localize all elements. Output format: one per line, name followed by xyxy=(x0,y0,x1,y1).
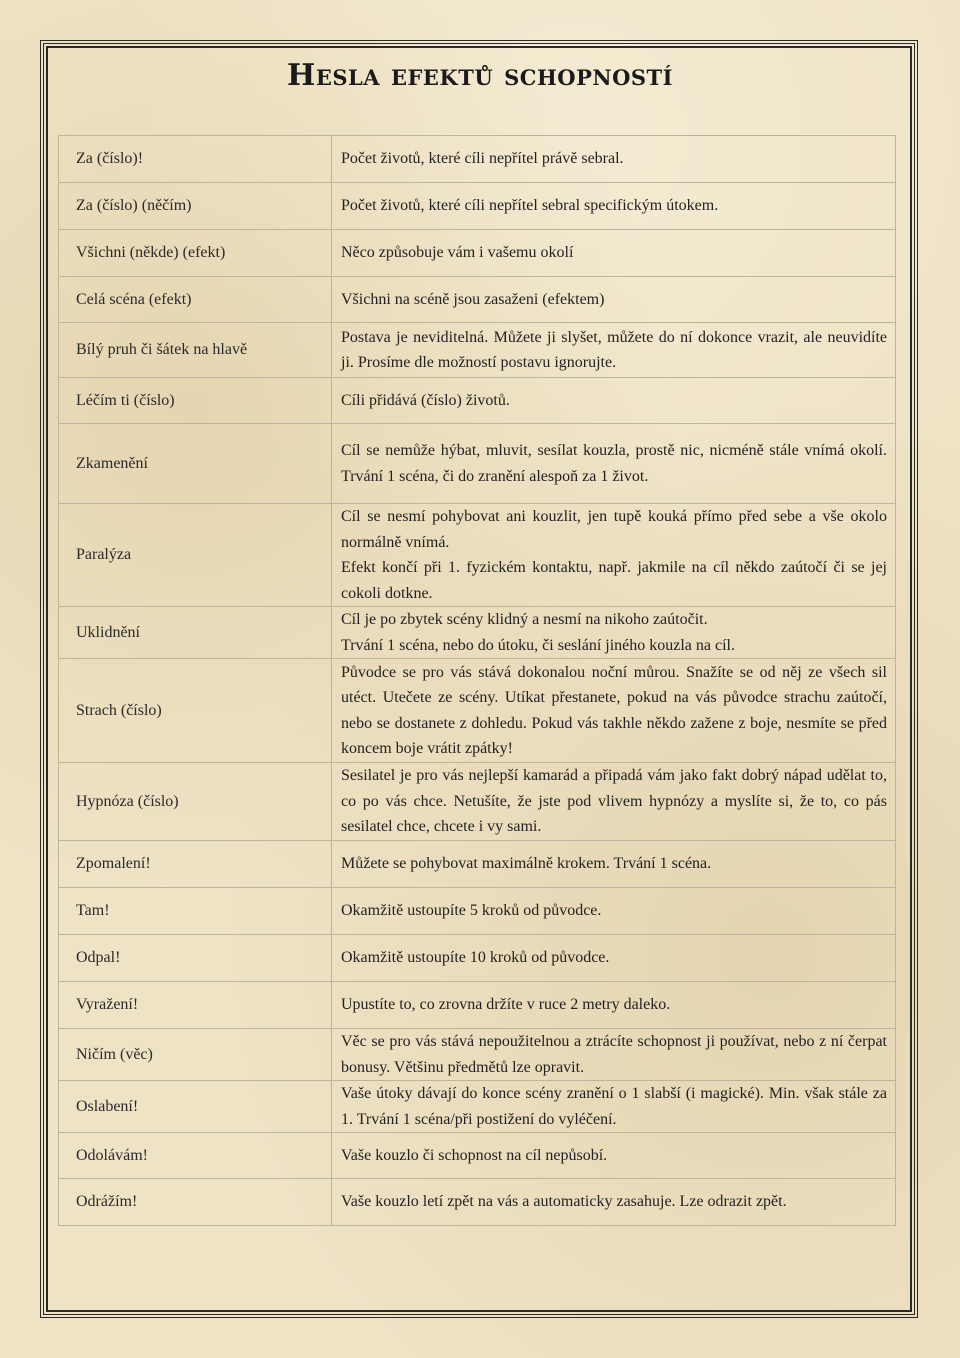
effect-keyword: Vyražení! xyxy=(76,996,139,1014)
effect-keyword-cell xyxy=(59,277,332,323)
effect-description: Okamžitě ustoupíte 10 kroků od původce. xyxy=(341,949,610,967)
effect-description-cell xyxy=(332,424,896,504)
effect-keyword-cell xyxy=(59,607,332,659)
effect-description-cell xyxy=(332,1179,896,1226)
effect-description-cell xyxy=(332,378,896,424)
effect-description: Sesilatel je pro vás nejlepší kamarád a připadá vám jako fakt dobrý nápad udělat to, co po vás chce. Netušíte, že jste pod vlivem hypnózy a myslíte si, že to, co pás sesilatel chce, chcete i vy sami. xyxy=(341,767,887,836)
table-row xyxy=(59,1029,896,1081)
effects-table-body xyxy=(59,136,896,1226)
effect-keyword-cell xyxy=(59,1133,332,1179)
effect-keyword-cell xyxy=(59,183,332,230)
effect-description: Počet životů, které cíli nepřítel právě sebral. xyxy=(341,150,624,168)
effect-description-cell xyxy=(332,1081,896,1133)
effect-description-cell xyxy=(332,888,896,935)
table-row xyxy=(59,230,896,277)
effect-keyword: Paralýza xyxy=(76,546,132,564)
effect-keyword-cell xyxy=(59,1179,332,1226)
effect-description-cell xyxy=(332,659,896,763)
effect-keyword-cell xyxy=(59,841,332,888)
effect-keyword: Tam! xyxy=(76,902,110,920)
table-row xyxy=(59,1081,896,1133)
effect-keyword: Hypnóza (číslo) xyxy=(76,792,179,810)
effect-description: Věc se pro vás stává nepoužitelnou a ztrácíte schopnost ji používat, nebo z ní čerpat bonusy. Většinu předmětů lze opravit. xyxy=(341,1033,887,1076)
effect-description-cell xyxy=(332,1029,896,1081)
table-row xyxy=(59,935,896,982)
table-row xyxy=(59,424,896,504)
effect-description-cell xyxy=(332,982,896,1029)
effect-keyword: Odpal! xyxy=(76,949,121,967)
effect-keyword-cell xyxy=(59,136,332,183)
effect-description-cell xyxy=(332,763,896,841)
table-row xyxy=(59,378,896,424)
table-row xyxy=(59,888,896,935)
effect-description-cell xyxy=(332,841,896,888)
table-row xyxy=(59,841,896,888)
table-row xyxy=(59,1179,896,1226)
table-row xyxy=(59,323,896,378)
effect-keyword: Za (číslo) (něčím) xyxy=(76,197,192,215)
table-row xyxy=(59,136,896,183)
effect-keyword-cell xyxy=(59,378,332,424)
effect-keyword: Všichni (někde) (efekt) xyxy=(76,244,226,262)
table-row xyxy=(59,504,896,607)
effect-keyword-cell xyxy=(59,935,332,982)
effect-keyword: Celá scéna (efekt) xyxy=(76,290,192,308)
table-row xyxy=(59,659,896,763)
effect-keyword-cell xyxy=(59,659,332,763)
effect-description-cell xyxy=(332,230,896,277)
effect-keyword-cell xyxy=(59,888,332,935)
effect-description: Cíl se nesmí pohybovat ani kouzlit, jen tupě kouká přímo před sebe a vše okolo normálně vnímá. Efekt končí při 1. fyzickém kontaktu, např. jakmile na cíl někdo zaútočí či se jej cokoli dotkne. xyxy=(341,508,887,602)
effect-keyword: Za (číslo)! xyxy=(76,150,144,168)
effect-keyword-cell xyxy=(59,763,332,841)
table-row xyxy=(59,763,896,841)
effect-description: Původce se pro vás stává dokonalou noční můrou. Snažíte se od něj ze všech sil utéct. Utečete ze scény. Utíkat přestanete, pokud na vás původce strachu zaútočí, nebo se dostanete z dohledu. Pokud vás takhle někdo zažene z boje, nesmíte se před koncem boje vrátit zpátky! xyxy=(341,663,887,757)
effect-keyword: Odrážím! xyxy=(76,1193,138,1211)
effect-description: Počet životů, které cíli nepřítel sebral specifickým útokem. xyxy=(341,197,719,215)
effects-table xyxy=(58,135,896,1226)
effect-description-cell xyxy=(332,277,896,323)
page-title: Hesla efektů schopností xyxy=(287,58,673,93)
effect-keyword: Strach (číslo) xyxy=(76,701,162,719)
effect-description: Všichni na scéně jsou zasaženi (efektem) xyxy=(341,290,605,308)
effect-keyword: Zpomalení! xyxy=(76,855,151,873)
effect-keyword: Uklidnění xyxy=(76,623,140,641)
effect-keyword-cell xyxy=(59,1081,332,1133)
effect-description-cell xyxy=(332,1133,896,1179)
effect-description: Vaše útoky dávají do konce scény zranění o 1 slabší (i magické). Min. však stále za 1. Trvání 1 scéna/při postižení do vyléčení. xyxy=(341,1085,887,1128)
effect-keyword-cell xyxy=(59,424,332,504)
effect-keyword: Léčím ti (číslo) xyxy=(76,391,175,409)
table-row xyxy=(59,607,896,659)
table-row xyxy=(59,1133,896,1179)
effect-keyword: Odolávám! xyxy=(76,1146,148,1164)
effect-keyword: Zkamenění xyxy=(76,454,148,472)
effect-description: Postava je neviditelná. Můžete ji slyšet, můžete do ní dokonce vrazit, ale neuvidíte ji. Prosíme dle možností postavu ignorujte. xyxy=(341,328,887,371)
effect-description: Vaše kouzlo či schopnost na cíl nepůsobí. xyxy=(341,1146,608,1164)
effect-description-cell xyxy=(332,607,896,659)
table-row xyxy=(59,982,896,1029)
effect-description-cell xyxy=(332,136,896,183)
effect-description: Cíl se nemůže hýbat, mluvit, sesílat kouzla, prostě nic, nicméně stále vnímá okolí. Trvání 1 scéna, či do zranění alespoň za 1 život. xyxy=(341,442,887,485)
effect-description: Cíl je po zbytek scény klidný a nesmí na nikoho zaútočit. Trvání 1 scéna, nebo do útoku, či seslání jiného kouzla na cíl. xyxy=(341,611,735,654)
table-row xyxy=(59,277,896,323)
effect-description-cell xyxy=(332,323,896,378)
effect-description: Okamžitě ustoupíte 5 kroků od původce. xyxy=(341,902,602,920)
effect-description: Upustíte to, co zrovna držíte v ruce 2 metry daleko. xyxy=(341,996,671,1014)
effect-keyword-cell xyxy=(59,982,332,1029)
effect-keyword: Bílý pruh či šátek na hlavě xyxy=(76,341,248,359)
effect-description: Můžete se pohybovat maximálně krokem. Trvání 1 scéna. xyxy=(341,855,712,873)
effect-description: Vaše kouzlo letí zpět na vás a automaticky zasahuje. Lze odrazit zpět. xyxy=(341,1193,787,1211)
effect-description-cell xyxy=(332,504,896,607)
effect-description-cell xyxy=(332,183,896,230)
table-row xyxy=(59,183,896,230)
effect-keyword-cell xyxy=(59,323,332,378)
effect-keyword-cell xyxy=(59,504,332,607)
effect-description: Něco způsobuje vám i vašemu okolí xyxy=(341,244,574,262)
effect-description: Cíli přidává (číslo) životů. xyxy=(341,391,510,409)
effect-keyword: Ničím (věc) xyxy=(76,1045,153,1063)
effect-keyword: Oslabení! xyxy=(76,1097,139,1115)
effect-description-cell xyxy=(332,935,896,982)
effect-keyword-cell xyxy=(59,1029,332,1081)
effect-keyword-cell xyxy=(59,230,332,277)
